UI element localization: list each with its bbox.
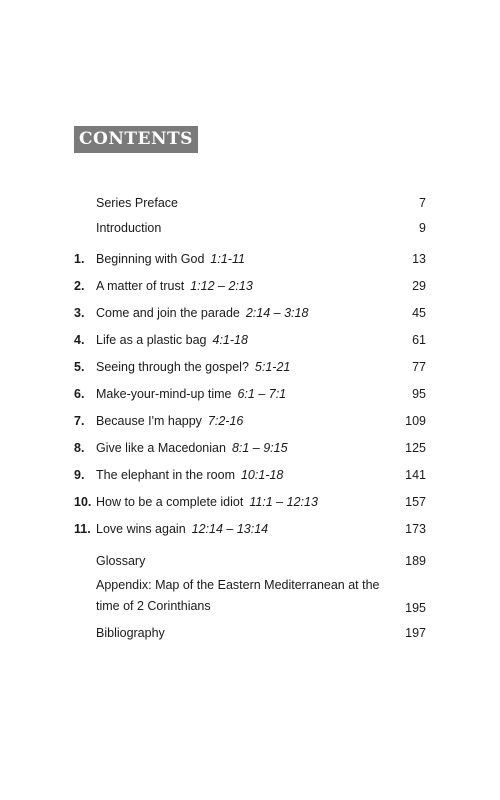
toc-entry-title: Bibliography [96, 626, 165, 640]
chapter-title: Make-your-mind-up time [96, 387, 232, 401]
toc-chapter-2 [74, 277, 426, 295]
chapter-page: 157 [405, 495, 426, 509]
chapter-title-group [96, 493, 400, 511]
chapter-scripture-ref: 10:1-18 [240, 468, 284, 482]
toc-entry-introduction [74, 219, 426, 237]
chapter-page: 61 [412, 333, 426, 347]
toc-entry-page: 189 [405, 554, 426, 568]
chapter-page: 173 [405, 522, 426, 536]
toc-entry-title: Introduction [96, 221, 162, 235]
chapter-number: 10. [74, 495, 92, 509]
chapter-page: 95 [412, 387, 426, 401]
chapter-scripture-ref: 2:14 – 3:18 [245, 306, 309, 320]
chapter-number: 3. [74, 306, 85, 320]
chapter-number: 1. [74, 252, 85, 266]
chapter-title: Beginning with God [96, 252, 205, 266]
chapter-number: 9. [74, 468, 85, 482]
toc-chapter-8 [74, 439, 426, 457]
chapter-title-group [96, 250, 400, 268]
chapter-title-group [96, 331, 400, 349]
chapter-title-group [96, 520, 400, 538]
chapter-title: A matter of trust [96, 279, 185, 293]
chapter-number: 5. [74, 360, 85, 374]
toc-entry-series-preface [74, 194, 426, 212]
toc-chapter-11 [74, 520, 426, 538]
chapter-scripture-ref: 8:1 – 9:15 [231, 441, 288, 455]
chapter-page: 141 [405, 468, 426, 482]
toc-entry-page: 7 [419, 196, 426, 210]
chapter-scripture-ref: 7:2-16 [207, 414, 244, 428]
toc-entry-title: Glossary [96, 554, 146, 568]
toc-chapter-7 [74, 412, 426, 430]
chapter-page: 109 [405, 414, 426, 428]
toc-chapter-9 [74, 466, 426, 484]
chapter-title: Come and join the parade [96, 306, 240, 320]
chapter-scripture-ref: 11:1 – 12:13 [249, 495, 318, 509]
chapter-title-group [96, 358, 400, 376]
chapter-title: Love wins again [96, 522, 186, 536]
toc-entry-glossary [74, 552, 426, 570]
toc-entry-page: 197 [405, 626, 426, 640]
chapter-scripture-ref: 6:1 – 7:1 [237, 387, 287, 401]
chapter-title-group [96, 439, 400, 457]
chapter-title: Give like a Macedonian [96, 441, 226, 455]
chapter-page: 29 [412, 279, 426, 293]
chapter-scripture-ref: 1:12 – 2:13 [190, 279, 253, 293]
chapter-title-group [96, 385, 400, 403]
chapter-title: The elephant in the room [96, 468, 235, 482]
chapter-title-group [96, 277, 400, 295]
toc-chapter-3 [74, 304, 426, 322]
chapter-page: 13 [412, 252, 426, 266]
chapter-scripture-ref: 1:1-11 [210, 252, 245, 266]
chapter-title: Seeing through the gospel? [96, 360, 249, 374]
chapter-page: 77 [412, 360, 426, 374]
toc-chapter-1 [74, 250, 426, 268]
toc-chapter-10 [74, 493, 426, 511]
chapter-number: 7. [74, 414, 85, 428]
toc-entry-page: 195 [405, 601, 426, 615]
chapter-number: 8. [74, 441, 85, 455]
chapter-title: Life as a plastic bag [96, 333, 207, 347]
chapter-number: 6. [74, 387, 85, 401]
toc-entry-bibliography [74, 624, 426, 642]
chapter-number: 2. [74, 279, 85, 293]
toc-chapter-5 [74, 358, 426, 376]
chapter-title-group [96, 412, 400, 430]
toc-entry-appendix [74, 575, 426, 617]
toc-chapter-4 [74, 331, 426, 349]
toc-entry-title: Appendix: Map of the Eastern Mediterranean at the time of 2 Corinthians [96, 578, 380, 613]
chapter-title-group [96, 304, 400, 322]
chapter-scripture-ref: 5:1-21 [254, 360, 291, 374]
chapter-title: How to be a complete idiot [96, 495, 244, 509]
chapter-number: 11. [74, 522, 91, 536]
chapter-scripture-ref: 12:14 – 13:14 [191, 522, 269, 536]
chapter-title-group [96, 466, 400, 484]
chapter-page: 45 [412, 306, 426, 320]
chapter-page: 125 [405, 441, 426, 455]
table-of-contents [74, 190, 426, 642]
toc-entry-title: Series Preface [96, 196, 178, 210]
chapter-number: 4. [74, 333, 85, 347]
toc-entry-page: 9 [419, 221, 426, 235]
contents-heading: CONTENTS [74, 126, 198, 153]
toc-chapter-6 [74, 385, 426, 403]
chapter-title: Because I'm happy [96, 414, 202, 428]
chapter-scripture-ref: 4:1-18 [212, 333, 248, 347]
